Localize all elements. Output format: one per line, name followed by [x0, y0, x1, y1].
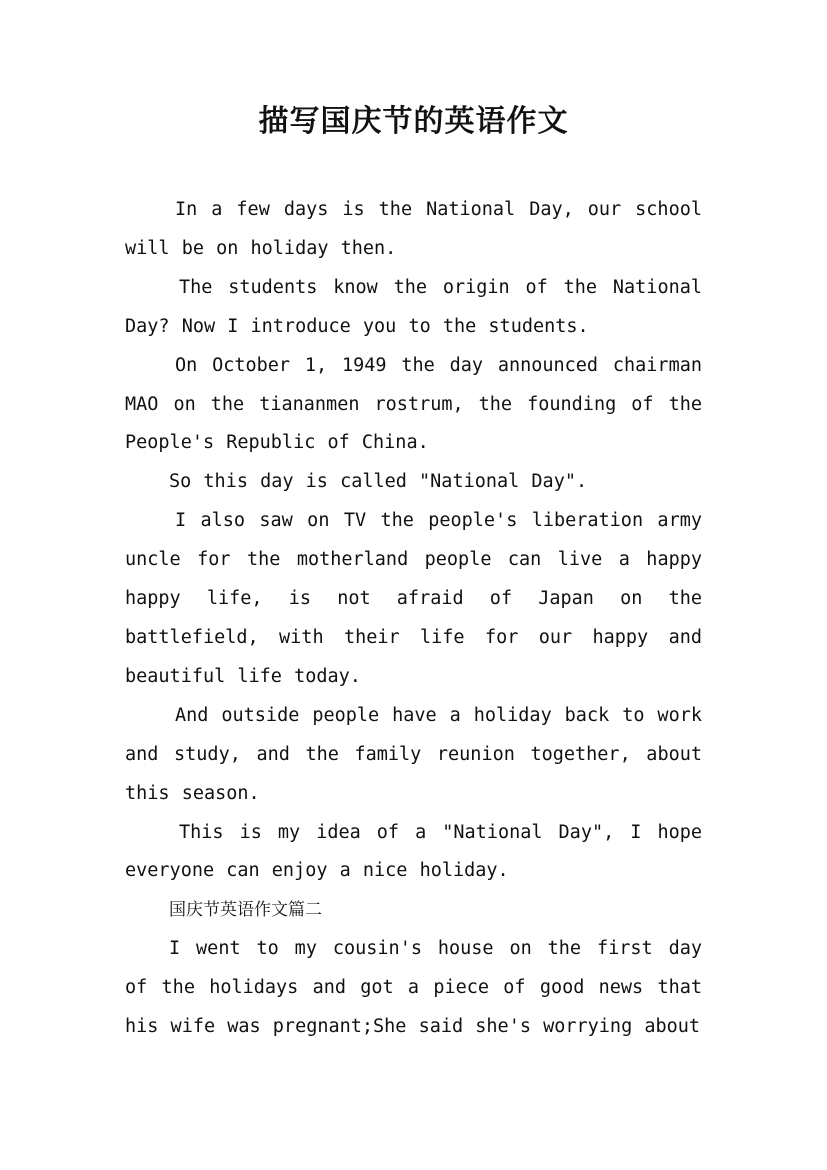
- paragraph-8: I went to my cousin's house on the first day of the holidays and got a piece of good news that his wife was pregnant;She said she's worrying about: [125, 938, 702, 1038]
- section-heading: 国庆节英语作文篇二: [169, 900, 322, 921]
- paragraph-2: The students know the origin of the National Day? Now I introduce you to the students.: [125, 276, 702, 337]
- paragraph-5: I also saw on TV the people's liberation army uncle for the motherland people can live a happy happy life, is not afraid of Japan on the battlefield, with their life for our happy and beautiful life today.: [125, 510, 702, 687]
- paragraph-6: And outside people have a holiday back to work and study, and the family reunion together, about this season.: [125, 704, 702, 804]
- paragraph-4: So this day is called "National Day".: [169, 471, 588, 493]
- document-body: [125, 191, 702, 1047]
- document-title: 描写国庆节的英语作文: [258, 104, 569, 139]
- paragraph-1: In a few days is the National Day, our school will be on holiday then.: [125, 199, 702, 259]
- paragraph-3: On October 1, 1949 the day announced chairman MAO on the tiananmen rostrum, the founding of the People's Republic of China.: [125, 354, 702, 454]
- paragraph-7: This is my idea of a "National Day", I hope everyone can enjoy a nice holiday.: [125, 821, 702, 882]
